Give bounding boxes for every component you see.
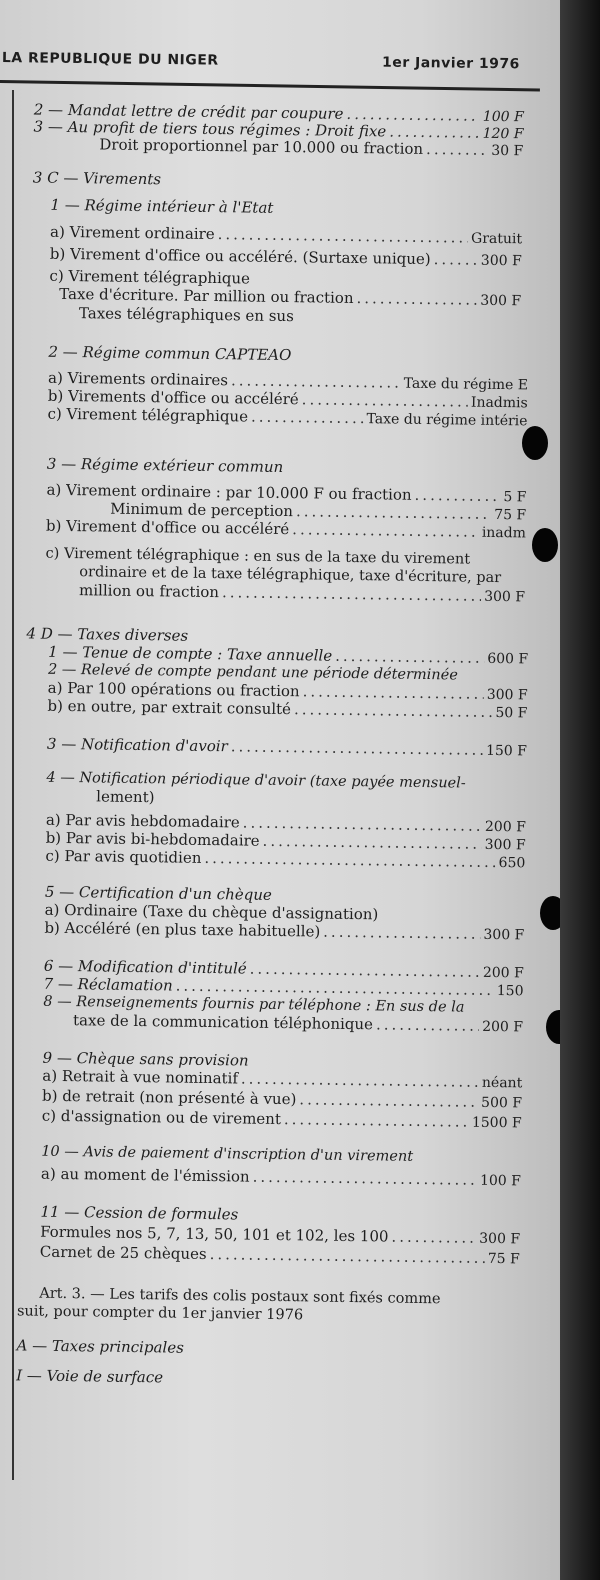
punch-hole [522, 426, 548, 460]
tariff-line: ordinaire et de la taxe télégraphique, taxe d'écriture, par [79, 564, 502, 587]
tariff-line: b) Virement d'office ou accéléré ..... inadm [46, 517, 526, 543]
sub-heading: 5 — Certification d'un chèque [44, 882, 272, 904]
punch-hole [532, 528, 558, 562]
tariff-line: 7 — Réclamation ..... 150 [43, 975, 523, 1001]
punch-hole [546, 1010, 560, 1044]
page-header [0, 50, 520, 80]
sub-heading: 3 — Régime extérieur commun [46, 454, 284, 476]
tariff-line: b) en outre, par extrait consulté ..... 50 F [47, 697, 527, 723]
tariff-line: Taxes télégraphiques en sus [78, 304, 295, 326]
tariff-line: a) Virement ordinaire ..... Gratuit [50, 223, 522, 249]
punch-hole [540, 896, 560, 930]
article-paragraph: suit, pour compter du 1er janvier 1976 [16, 1303, 304, 1324]
tariff-line: a) Par 100 opérations ou fraction ..... 300 F [48, 679, 528, 705]
tariff-line: a) Virements ordinaires ..... Taxe du régime E [48, 369, 528, 395]
tariff-line: b) Accéléré (en plus taxe habituelle) ..... 300 F [44, 919, 524, 945]
tariff-line: b) de retrait (non présenté à vue) ..... 500 F [42, 1087, 522, 1113]
sub-heading: 8 — Renseignements fournis par téléphone : En sus de la [43, 993, 465, 1016]
tariff-line: 1 — Tenue de compte : Taxe annuelle ..... 600 F [48, 643, 528, 669]
header-title: LA REPUBLIQUE DU NIGER [1, 50, 219, 69]
section-heading: 4 D — Taxes diverses [26, 624, 189, 645]
tariff-line: taxe de la communication téléphonique ..... 200 F [73, 1011, 523, 1036]
tariff-line: 2 — Mandat lettre de crédit par coupure ..... 100 F [34, 100, 524, 126]
tariff-line: million ou fraction ..... 300 F [79, 581, 525, 606]
section-heading: I — Voie de surface [16, 1366, 164, 1387]
sub-heading: 2 — Relevé de compte pendant une période déterminée [47, 661, 458, 684]
tariff-list [0, 96, 555, 1387]
tariff-line: Formules nos 5, 7, 13, 50, 101 et 102, les 100 ..... 300 F [40, 1223, 520, 1249]
section-heading: 3 C — Virements [32, 168, 162, 189]
margin-rule [12, 90, 14, 1480]
tariff-line: a) au moment de l'émission ..... 100 F [41, 1165, 521, 1191]
tariff-line: b) Par avis bi-hebdomadaire ..... 300 F [46, 829, 526, 855]
sub-heading: 9 — Chèque sans provision [42, 1048, 249, 1070]
tariff-line: c) Virement télégraphique : en sus de la taxe du virement [45, 545, 471, 568]
tariff-line: b) Virements d'office ou accéléré ..... Inadmis [48, 387, 528, 413]
book-spine [560, 0, 600, 1580]
tariff-line: a) Ordinaire (Taxe du chèque d'assignation) [44, 900, 379, 924]
header-rule [0, 80, 540, 91]
tariff-line: b) Virement d'office ou accéléré. (Surtaxe unique) ..... 300 F [50, 245, 522, 271]
tariff-line: Taxe d'écriture. Par million ou fraction ..... 300 F [59, 285, 521, 310]
tariff-line: a) Par avis hebdomadaire ..... 200 F [46, 811, 526, 837]
sub-heading: 4 — Notification périodique d'avoir (taxe payée mensuel- [46, 769, 466, 792]
tariff-line: c) Virement télégraphique ..... Taxe du régime intérie [47, 405, 527, 431]
tariff-line: a) Retrait à vue nominatif ..... néant [42, 1067, 522, 1093]
tariff-line: c) d'assignation ou de virement ..... 1500 F [42, 1107, 522, 1133]
tariff-line: c) Virement télégraphique [49, 266, 251, 288]
sub-heading: 2 — Régime commun CAPTEAO [48, 342, 292, 365]
section-heading: A — Taxes principales [16, 1336, 184, 1357]
tariff-line: a) Virement ordinaire : par 10.000 F ou fraction ..... 5 F [46, 481, 526, 507]
header-date: 1er Janvier 1976 [381, 54, 520, 73]
tariff-line: Minimum de perception ..... 75 F [110, 500, 526, 525]
tariff-line: 3 — Au profit de tiers tous régimes : Droit fixe ..... 120 F [33, 117, 523, 143]
tariff-line: Carnet de 25 chèques ..... 75 F [40, 1243, 520, 1269]
tariff-line: 3 — Notification d'avoir ..... 150 F [47, 735, 527, 761]
tariff-line: lement) [96, 787, 155, 807]
sub-heading: 1 — Régime intérieur à l'Etat [50, 195, 274, 217]
tariff-line: Droit proportionnel par 10.000 ou fraction ..... 30 F [99, 135, 523, 160]
article-paragraph: Art. 3. — Les tarifs des colis postaux sont fixés comme [39, 1285, 441, 1308]
tariff-line: c) Par avis quotidien ..... 650 [45, 847, 525, 873]
sub-heading: 10 — Avis de paiement d'inscription d'un virement [41, 1143, 414, 1165]
sub-heading: 11 — Cession de formules [40, 1202, 239, 1224]
tariff-line: 6 — Modification d'intitulé ..... 200 F [44, 957, 524, 983]
